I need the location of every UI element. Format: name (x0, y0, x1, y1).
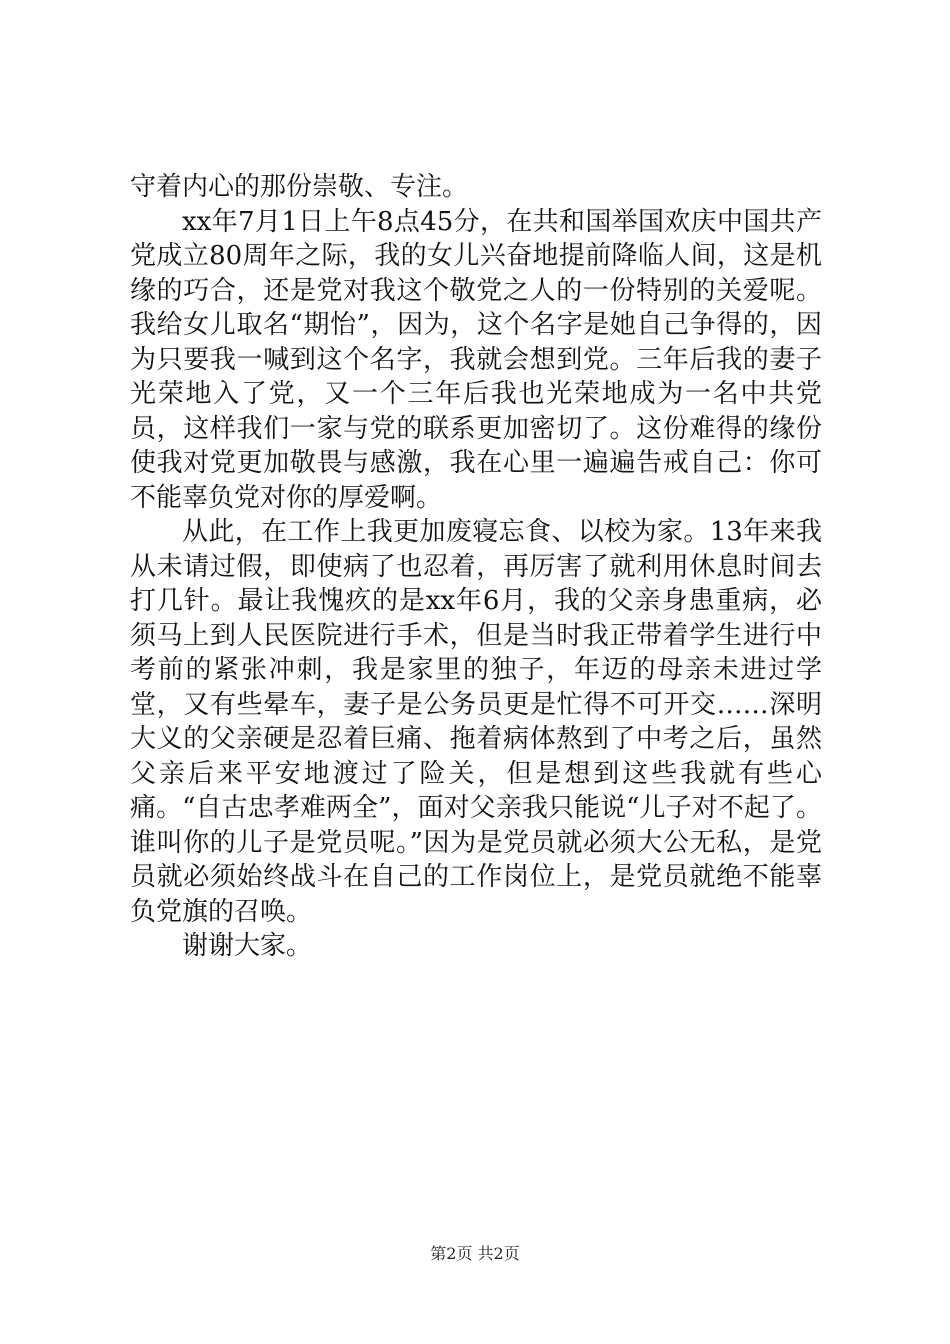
paragraph-work-dedication: 从此，在工作上我更加废寝忘食、以校为家。13年来我从未请过假，即使病了也忍着，再厉害了就利用休息时间去打几针。最让我愧疚的是xx年6月，我的父亲身患重病，必须马上到人民医院进行手术，但是当时我正带着学生进行中考前的紧张冲刺，我是家里的独子，年迈的母亲未进过学堂，又有些晕车，妻子是公务员更是忙得不可开交……深明大义的父亲硬是忍着巨痛、拖着病体熬到了中考之后，虽然父亲后来平安地渡过了险关，但是想到这些我就有些心痛。“自古忠孝难两全”，面对父亲我只能说“儿子对不起了。谁叫你的儿子是党员呢。”因为是党员就必须大公无私，是党员就必须始终战斗在自己的工作岗位上，是党员就绝不能辜负党旗的召唤。 (130, 517, 822, 927)
page-footer: 第2页 共2页 (430, 1244, 520, 1263)
paragraph-daughter-birth: xx年7月1日上午8点45分，在共和国举国欢庆中国共产党成立80周年之际，我的女儿兴奋地提前降临人间，这是机缘的巧合，还是党对我这个敬党之人的一份特别的关爱呢。我给女儿取名“期怡”，因为，这个名字是她自己争得的，因为只要我一喊到这个名字，我就会想到党。三年后我的妻子光荣地入了党，又一个三年后我也光荣地成为一名中共党员，这样我们一家与党的联系更加密切了。这份难得的缘份使我对党更加敬畏与感激，我在心里一遍遍告戒自己：你可不能辜负党对你的厚爱啊。 (130, 206, 822, 513)
paragraph-continuation: 守着内心的那份崇敬、专注。 (130, 172, 469, 202)
paragraph-closing: 谢谢大家。 (182, 931, 313, 961)
document-body (130, 170, 822, 964)
